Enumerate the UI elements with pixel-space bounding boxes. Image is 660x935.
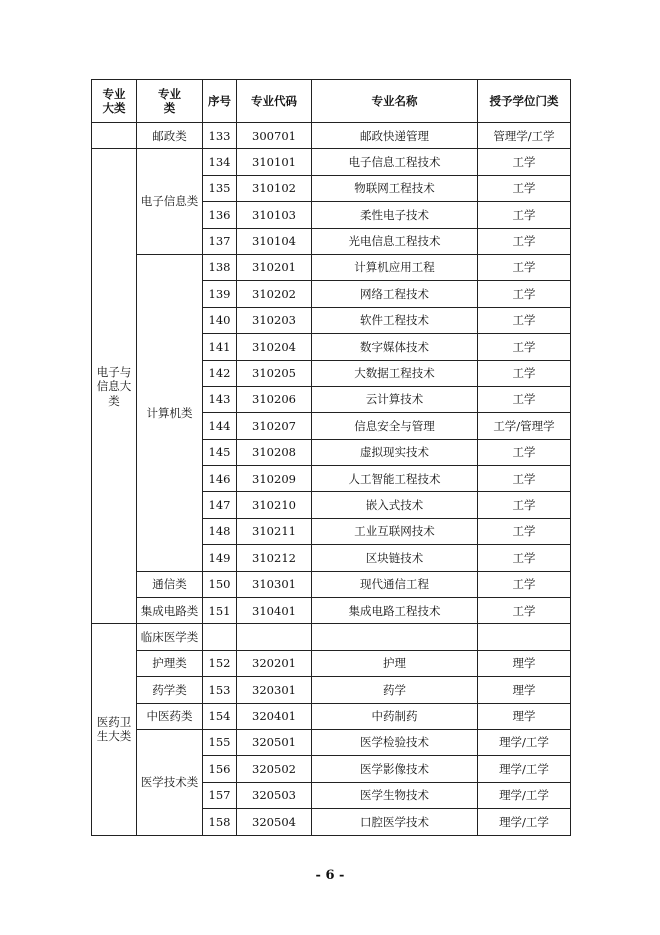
degree-cell: 工学	[478, 598, 571, 624]
code-cell: 310209	[237, 466, 312, 492]
name-cell: 柔性电子技术	[312, 202, 478, 228]
majors-table	[91, 79, 571, 836]
code-cell: 310201	[237, 254, 312, 280]
name-cell: 口腔医学技术	[312, 809, 478, 835]
degree-cell: 工学	[478, 175, 571, 201]
category-cell: 医学技术类	[137, 729, 203, 835]
name-cell: 物联网工程技术	[312, 175, 478, 201]
table-row	[92, 598, 571, 624]
code-cell: 310202	[237, 281, 312, 307]
name-cell: 医学影像技术	[312, 756, 478, 782]
name-cell: 中药制药	[312, 703, 478, 729]
category-cell: 通信类	[137, 571, 203, 597]
name-cell: 计算机应用工程	[312, 254, 478, 280]
degree-cell: 工学	[478, 360, 571, 386]
code-cell: 310104	[237, 228, 312, 254]
name-cell: 网络工程技术	[312, 281, 478, 307]
degree-cell: 理学	[478, 703, 571, 729]
code-cell: 320201	[237, 650, 312, 676]
degree-cell: 工学	[478, 149, 571, 175]
degree-cell: 理学/工学	[478, 782, 571, 808]
code-cell: 320503	[237, 782, 312, 808]
code-cell: 320504	[237, 809, 312, 835]
table-row	[92, 650, 571, 676]
name-cell: 信息安全与管理	[312, 413, 478, 439]
header-group: 专业 大类	[92, 80, 137, 123]
table-row	[92, 624, 571, 650]
code-cell: 300701	[237, 123, 312, 149]
table-row	[92, 703, 571, 729]
name-cell: 工业互联网技术	[312, 518, 478, 544]
group-cell: 电子与信息大类	[92, 149, 137, 624]
degree-cell: 工学	[478, 202, 571, 228]
header-row	[92, 80, 571, 123]
name-cell: 嵌入式技术	[312, 492, 478, 518]
degree-cell: 理学/工学	[478, 729, 571, 755]
name-cell: 数字媒体技术	[312, 334, 478, 360]
seq-cell: 156	[203, 756, 237, 782]
code-cell: 310210	[237, 492, 312, 518]
category-cell: 邮政类	[137, 123, 203, 149]
name-cell: 云计算技术	[312, 386, 478, 412]
seq-cell: 144	[203, 413, 237, 439]
name-cell: 护理	[312, 650, 478, 676]
degree-cell: 工学	[478, 492, 571, 518]
seq-cell: 154	[203, 703, 237, 729]
degree-cell: 管理学/工学	[478, 123, 571, 149]
degree-cell: 工学	[478, 571, 571, 597]
degree-cell: 工学	[478, 281, 571, 307]
code-cell: 320501	[237, 729, 312, 755]
degree-cell: 理学	[478, 677, 571, 703]
name-cell: 药学	[312, 677, 478, 703]
header-degree: 授予学位门类	[478, 80, 571, 123]
code-cell: 310205	[237, 360, 312, 386]
seq-cell: 141	[203, 334, 237, 360]
seq-cell: 138	[203, 254, 237, 280]
seq-cell: 145	[203, 439, 237, 465]
code-cell: 310211	[237, 518, 312, 544]
header-category: 专业 类	[137, 80, 203, 123]
category-cell: 中医药类	[137, 703, 203, 729]
name-cell: 医学检验技术	[312, 729, 478, 755]
header-seq: 序号	[203, 80, 237, 123]
degree-cell: 工学	[478, 439, 571, 465]
code-cell: 310401	[237, 598, 312, 624]
seq-cell: 149	[203, 545, 237, 571]
seq-cell: 139	[203, 281, 237, 307]
seq-cell: 146	[203, 466, 237, 492]
code-cell: 320502	[237, 756, 312, 782]
table-row	[92, 149, 571, 175]
name-cell: 现代通信工程	[312, 571, 478, 597]
seq-cell: 158	[203, 809, 237, 835]
seq-cell: 153	[203, 677, 237, 703]
code-cell: 310101	[237, 149, 312, 175]
degree-cell: 理学/工学	[478, 809, 571, 835]
code-cell	[237, 624, 312, 650]
code-cell: 310103	[237, 202, 312, 228]
name-cell: 人工智能工程技术	[312, 466, 478, 492]
seq-cell: 135	[203, 175, 237, 201]
category-cell: 电子信息类	[137, 149, 203, 255]
seq-cell: 157	[203, 782, 237, 808]
table-row	[92, 254, 571, 280]
category-cell: 药学类	[137, 677, 203, 703]
header-code: 专业代码	[237, 80, 312, 123]
degree-cell: 工学	[478, 545, 571, 571]
seq-cell: 140	[203, 307, 237, 333]
code-cell: 320401	[237, 703, 312, 729]
seq-cell: 143	[203, 386, 237, 412]
group-cell-empty	[92, 123, 137, 149]
table-row	[92, 571, 571, 597]
degree-cell: 理学/工学	[478, 756, 571, 782]
name-cell: 光电信息工程技术	[312, 228, 478, 254]
name-cell: 医学生物技术	[312, 782, 478, 808]
seq-cell: 136	[203, 202, 237, 228]
name-cell: 电子信息工程技术	[312, 149, 478, 175]
degree-cell: 工学	[478, 334, 571, 360]
code-cell: 310208	[237, 439, 312, 465]
page-number: - 6 -	[315, 868, 345, 883]
seq-cell: 152	[203, 650, 237, 676]
group-cell: 医药卫生大类	[92, 624, 137, 835]
code-cell: 310206	[237, 386, 312, 412]
code-cell: 310203	[237, 307, 312, 333]
seq-cell: 151	[203, 598, 237, 624]
seq-cell: 155	[203, 729, 237, 755]
seq-cell: 142	[203, 360, 237, 386]
seq-cell	[203, 624, 237, 650]
code-cell: 310212	[237, 545, 312, 571]
name-cell: 邮政快递管理	[312, 123, 478, 149]
degree-cell: 工学	[478, 386, 571, 412]
code-cell: 310207	[237, 413, 312, 439]
degree-cell: 工学	[478, 518, 571, 544]
degree-cell: 工学	[478, 254, 571, 280]
seq-cell: 150	[203, 571, 237, 597]
name-cell: 集成电路工程技术	[312, 598, 478, 624]
degree-cell: 工学	[478, 466, 571, 492]
name-cell: 区块链技术	[312, 545, 478, 571]
degree-cell: 工学/管理学	[478, 413, 571, 439]
seq-cell: 133	[203, 123, 237, 149]
code-cell: 310301	[237, 571, 312, 597]
name-cell	[312, 624, 478, 650]
code-cell: 320301	[237, 677, 312, 703]
header-name: 专业名称	[312, 80, 478, 123]
category-cell: 临床医学类	[137, 624, 203, 650]
code-cell: 310102	[237, 175, 312, 201]
name-cell: 大数据工程技术	[312, 360, 478, 386]
code-cell: 310204	[237, 334, 312, 360]
degree-cell	[478, 624, 571, 650]
table-row	[92, 677, 571, 703]
seq-cell: 148	[203, 518, 237, 544]
name-cell: 虚拟现实技术	[312, 439, 478, 465]
category-cell: 集成电路类	[137, 598, 203, 624]
category-cell: 护理类	[137, 650, 203, 676]
seq-cell: 137	[203, 228, 237, 254]
degree-cell: 工学	[478, 307, 571, 333]
name-cell: 软件工程技术	[312, 307, 478, 333]
category-cell: 计算机类	[137, 254, 203, 571]
table-row	[92, 123, 571, 149]
table-row	[92, 729, 571, 755]
degree-cell: 理学	[478, 650, 571, 676]
degree-cell: 工学	[478, 228, 571, 254]
seq-cell: 147	[203, 492, 237, 518]
seq-cell: 134	[203, 149, 237, 175]
